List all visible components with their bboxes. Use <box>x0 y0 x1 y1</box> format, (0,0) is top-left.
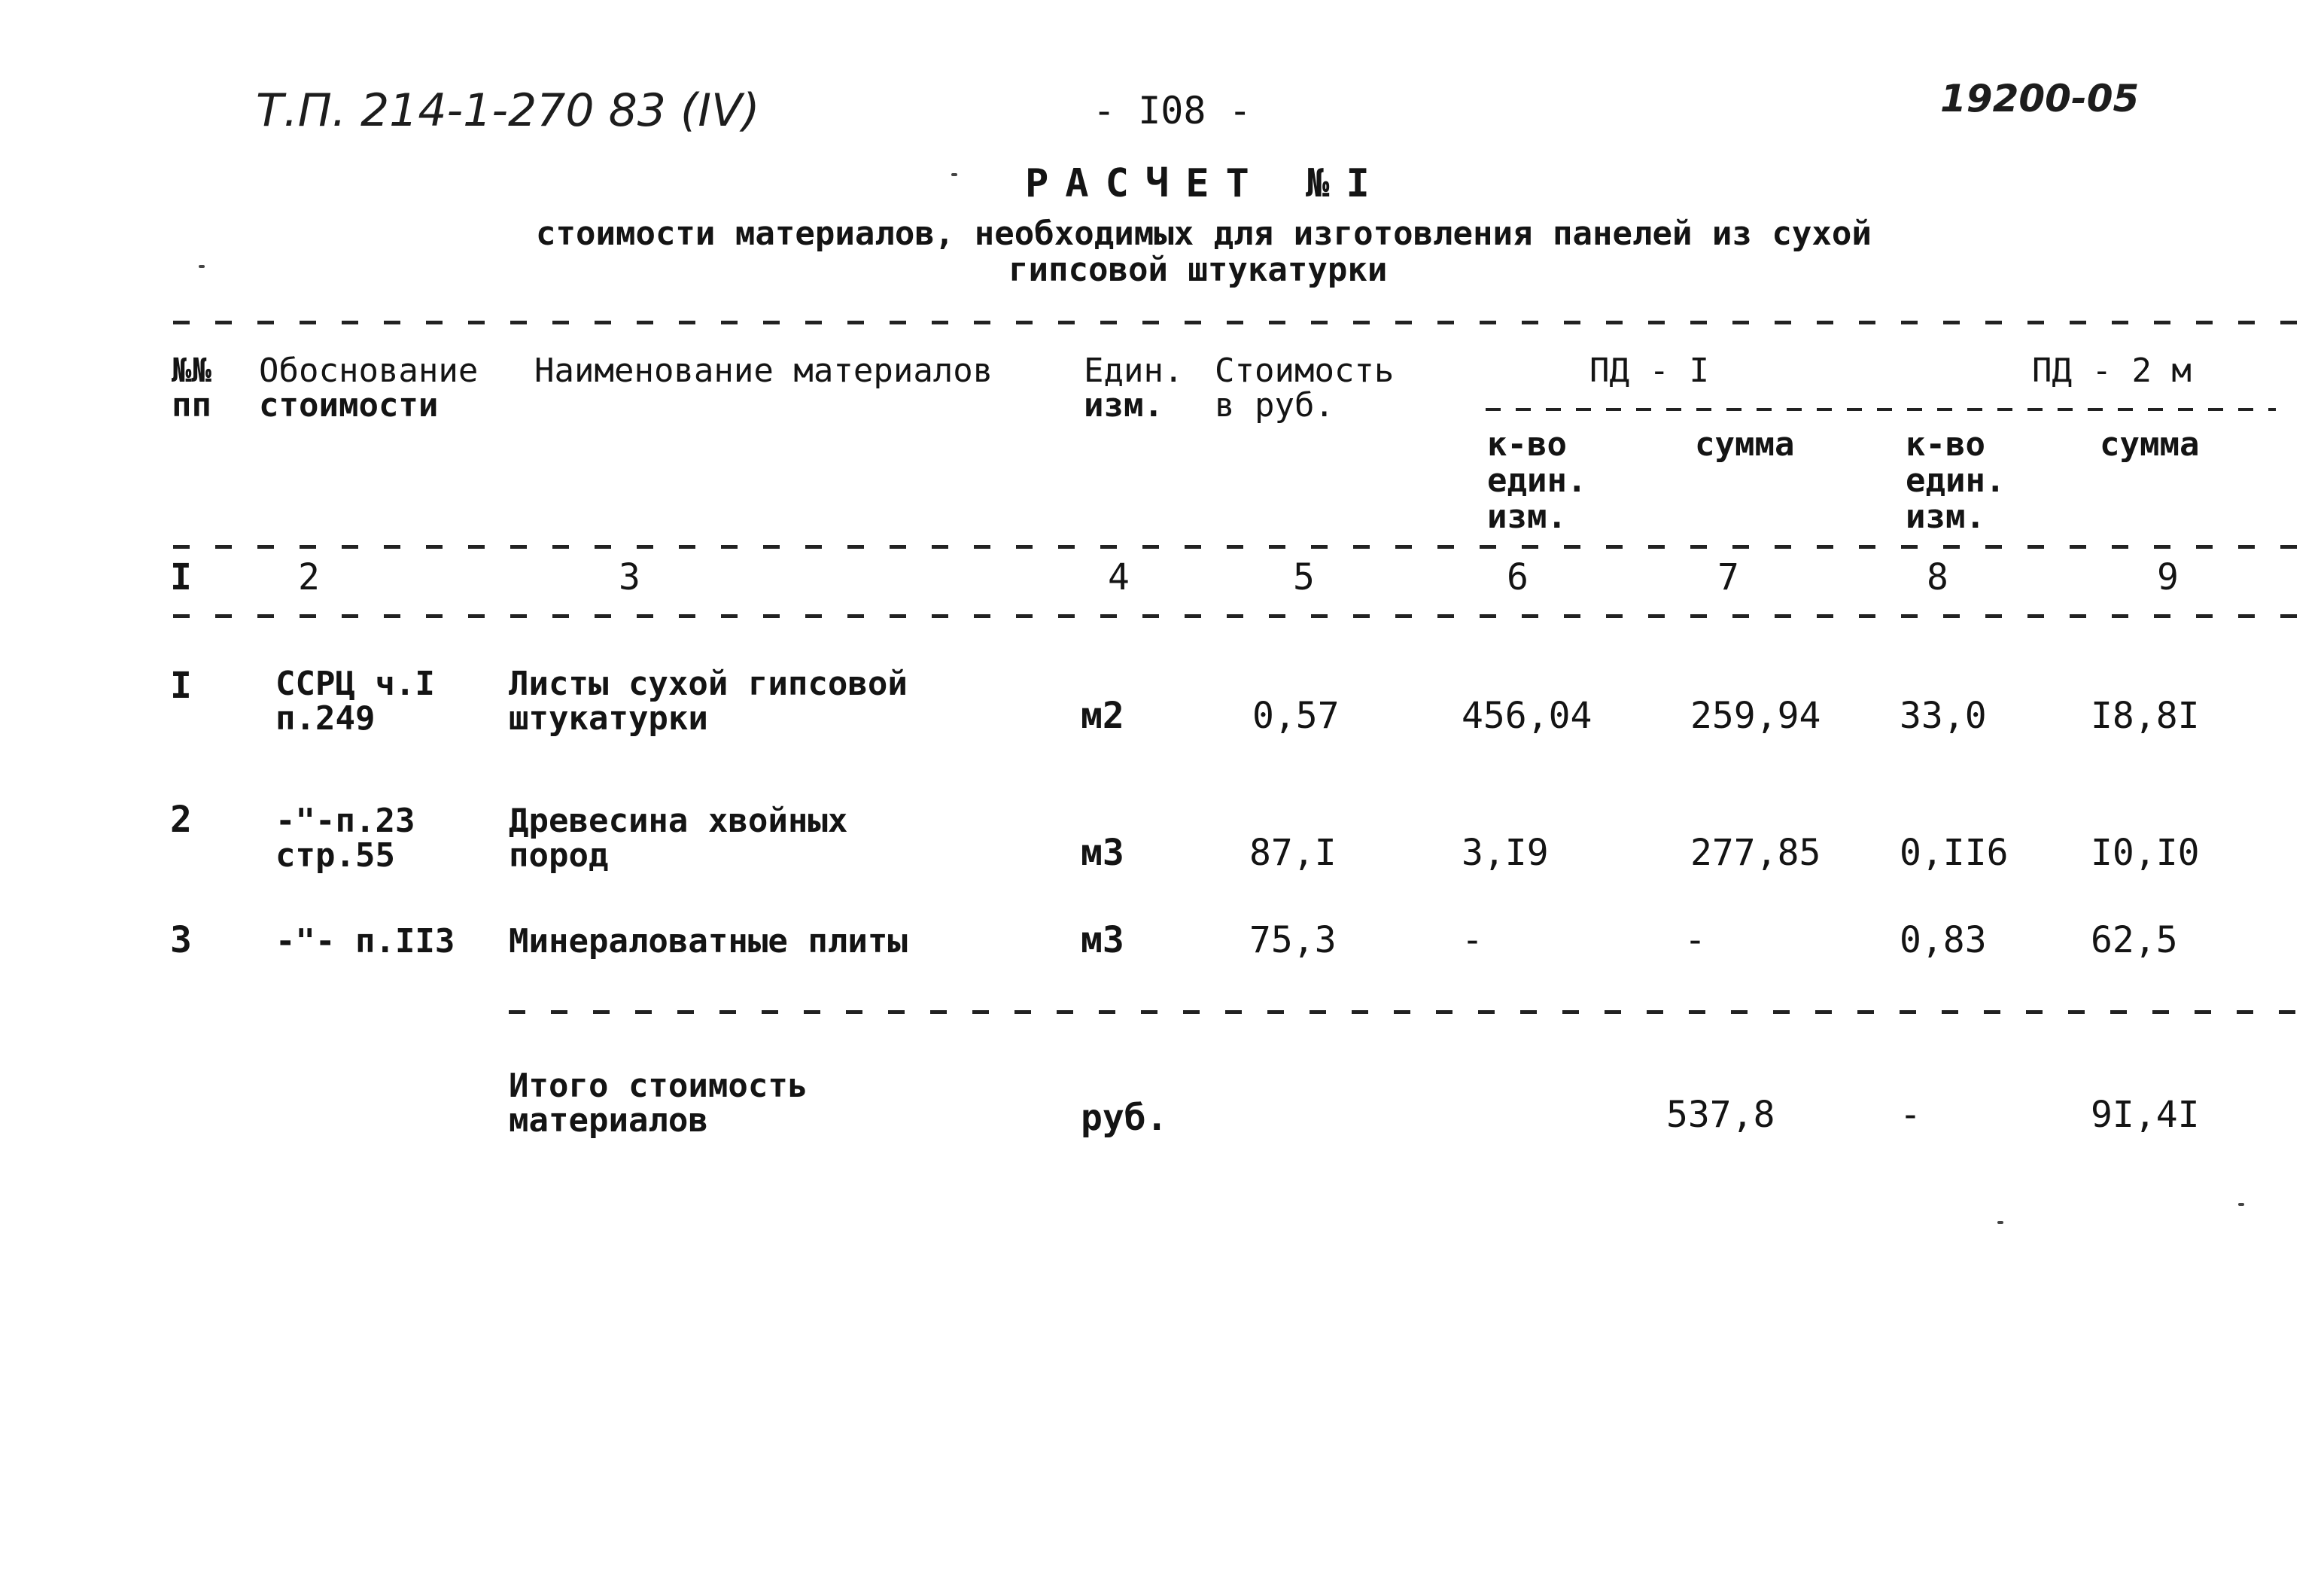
row-pd1-sum: - <box>1684 919 1706 961</box>
row-number: 3 <box>170 919 192 961</box>
header-pd1-qty-line2: един. <box>1487 461 1587 500</box>
column-number: I <box>170 556 192 598</box>
header-group-pd2: ПД - 2 м <box>2032 352 2192 390</box>
column-number: 2 <box>298 556 320 598</box>
inventory-number: 19200-05 <box>1940 77 2140 120</box>
header-group-pd1: ПД - I <box>1589 352 1709 390</box>
header-unit-line2: изм. <box>1084 386 1164 425</box>
column-number: 3 <box>619 556 640 598</box>
column-number: 8 <box>1927 556 1948 598</box>
calculation-heading: РАСЧЕТ №I <box>1025 161 1386 206</box>
column-number: 4 <box>1108 556 1130 598</box>
header-basis-line1: Обоснование <box>259 352 479 390</box>
row-basis-line2: стр.55 <box>275 836 395 875</box>
scan-speck <box>199 265 205 268</box>
row-pd1-sum: 259,94 <box>1690 695 1821 737</box>
total-pd1-sum: 537,8 <box>1666 1094 1775 1136</box>
header-pd1-qty-line3: изм. <box>1487 498 1567 536</box>
row-pd2-sum: I8,8I <box>2091 695 2200 737</box>
row-pd2-qty: 33,0 <box>1900 695 1987 737</box>
header-num-line2: пп <box>172 386 211 425</box>
header-price-line2: в руб. <box>1215 386 1334 425</box>
header-pd2-sum: сумма <box>2100 425 2200 464</box>
row-basis-line2: п.249 <box>275 699 376 738</box>
total-label-line2: материалов <box>509 1101 708 1140</box>
document-code: Т.П. 214-1-270 83 (IV) <box>256 84 760 137</box>
header-basis-line2: стоимости <box>259 386 439 425</box>
row-pd1-qty: 456,04 <box>1462 695 1592 737</box>
row-pd2-qty: 0,II6 <box>1900 832 2009 874</box>
row-unit: м2 <box>1081 695 1124 737</box>
column-number: 9 <box>2157 556 2179 598</box>
row-pd1-qty: 3,I9 <box>1462 832 1549 874</box>
column-number: 7 <box>1717 556 1739 598</box>
total-separator-rule <box>509 1010 2303 1014</box>
row-number: I <box>170 665 192 707</box>
row-price: 75,3 <box>1249 919 1337 961</box>
header-price-line1: Стоимость <box>1215 352 1395 390</box>
row-price: 87,I <box>1249 832 1337 874</box>
calculation-subtitle-line1: стоимости материалов, необходимых для изготовления панелей из сухой <box>536 215 1872 253</box>
row-unit: м3 <box>1081 832 1124 874</box>
header-pd2-qty-line3: изм. <box>1906 498 1985 536</box>
row-pd2-sum: I0,I0 <box>2091 832 2200 874</box>
row-basis-line1: -"-п.23 <box>275 802 415 840</box>
total-label-line1: Итого стоимость <box>509 1067 808 1105</box>
scan-speck <box>1997 1221 2003 1224</box>
total-pd2-qty: - <box>1900 1094 1921 1136</box>
row-material-line2: штукатурки <box>509 699 708 738</box>
header-pd1-qty-line1: к-во <box>1487 425 1567 464</box>
header-material-name: Наименование материалов <box>534 352 993 390</box>
column-numbers-rule <box>173 614 2303 618</box>
row-material-line1: Минераловатные плиты <box>509 922 908 961</box>
header-group-rule <box>1486 408 2276 411</box>
row-pd2-qty: 0,83 <box>1900 919 1987 961</box>
header-num-line1: №№ <box>172 352 211 390</box>
column-number: 6 <box>1507 556 1529 598</box>
row-basis-line1: -"- п.II3 <box>275 922 455 961</box>
header-pd1-sum: сумма <box>1695 425 1795 464</box>
row-number: 2 <box>170 799 192 841</box>
calculation-subtitle-line2: гипсовой штукатурки <box>1008 251 1388 289</box>
row-material-line1: Листы сухой гипсовой <box>509 665 908 703</box>
total-pd2-sum: 9I,4I <box>2091 1094 2200 1136</box>
row-pd1-qty: - <box>1462 919 1483 961</box>
header-pd2-qty-line2: един. <box>1906 461 2006 500</box>
row-basis-line1: ССРЦ ч.I <box>275 665 435 703</box>
page-number: - I08 - <box>1093 89 1252 132</box>
row-pd2-sum: 62,5 <box>2091 919 2178 961</box>
row-price: 0,57 <box>1252 695 1340 737</box>
row-unit: м3 <box>1081 919 1124 961</box>
column-number: 5 <box>1293 556 1315 598</box>
total-unit: руб. <box>1081 1097 1168 1139</box>
row-material-line1: Древесина хвойных <box>509 802 848 840</box>
table-top-rule <box>173 321 2303 324</box>
row-pd1-sum: 277,85 <box>1690 832 1821 874</box>
header-pd2-qty-line1: к-во <box>1906 425 1985 464</box>
row-material-line2: пород <box>509 836 609 875</box>
scan-speck <box>2238 1203 2244 1206</box>
header-bottom-rule <box>173 545 2303 549</box>
header-unit-line1: Един. <box>1084 352 1184 390</box>
scan-speck <box>951 173 957 176</box>
